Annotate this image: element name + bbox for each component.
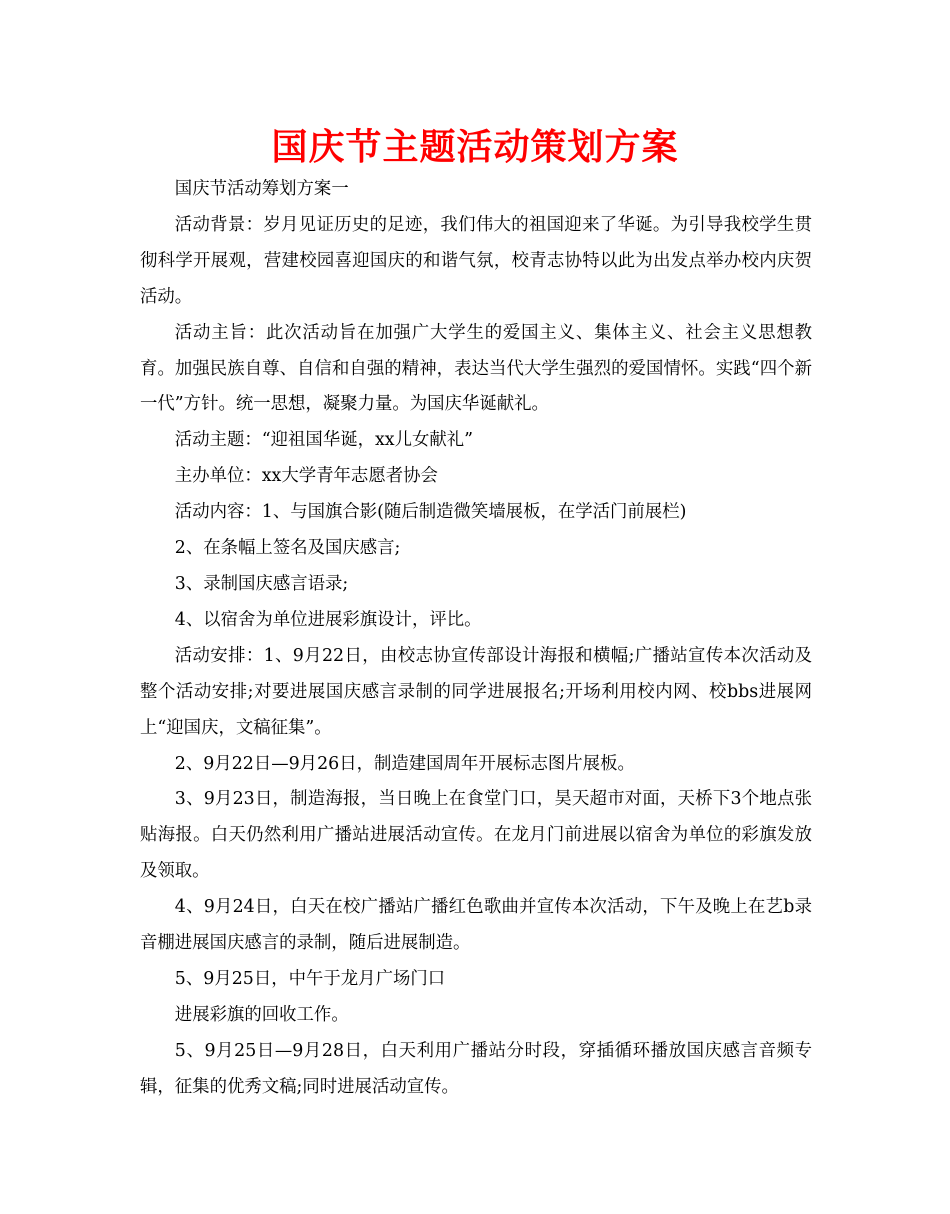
paragraph-schedule-5: 5、9月25日，中午于龙月广场门口: [174, 968, 446, 989]
paragraph-schedule-1: 活动安排：1、9月22日，由校志协宣传部设计海报和横幅;广播站宣传本次活动及整个活动安排;对要进展国庆感言录制的同学进展报名;开场利用校内网、校bbs进展网上“迎国庆，文稿征集”。: [140, 645, 812, 738]
paragraph-theme: 活动主题：“迎祖国华诞，xx儿女献礼”: [174, 430, 474, 451]
paragraph-content-4: 4、以宿舍为单位进展彩旗设计，评比。: [174, 609, 482, 630]
paragraph-content-3: 3、录制国庆感言语录;: [174, 573, 349, 594]
document-body: [140, 172, 812, 1106]
paragraph-purpose: 活动主旨：此次活动旨在加强广大学生的爱国主义、集体主义、社会主义思想教育。加强民族自尊、自信和自强的精神，表达当代大学生强烈的爱国情怀。实践“四个新一代”方针。统一思想，凝聚力量。为国庆华诞献礼。: [140, 322, 812, 415]
paragraph-content: 活动内容：1、与国旗合影(随后制造微笑墙展板，在学活门前展栏): [174, 502, 687, 523]
paragraph-schedule-3: 3、9月23日，制造海报，当日晚上在食堂门口，昊天超市对面，天桥下3个地点张贴海报。白天仍然利用广播站进展活动宣传。在龙月门前进展以宿舍为单位的彩旗发放及领取。: [140, 789, 812, 882]
paragraph-1: 国庆节活动筹划方案一: [174, 179, 349, 199]
paragraph-organizer: 主办单位：xx大学青年志愿者协会: [174, 466, 438, 487]
document-title: 国庆节主题活动策划方案: [271, 127, 679, 168]
paragraph-schedule-2: 2、9月22日—9月26日，制造建国周年开展标志图片展板。: [174, 753, 635, 774]
paragraph-schedule-5-cont: 进展彩旗的回收工作。: [174, 1004, 349, 1025]
paragraph-background: 活动背景：岁月见证历史的足迹，我们伟大的祖国迎来了华诞。为引导我校学生贯彻科学开展观，营建校园喜迎国庆的和谐气氛，校青志协特以此为出发点举办校内庆贺活动。: [140, 214, 812, 307]
paragraph-schedule-4: 4、9月24日，白天在校广播站广播红色歌曲并宣传本次活动，下午及晚上在艺b录音棚进展国庆感言的录制，随后进展制造。: [140, 897, 812, 954]
paragraph-content-2: 2、在条幅上签名及国庆感言;: [174, 538, 401, 559]
paragraph-schedule-6: 5、9月25日—9月28日，白天利用广播站分时段，穿插循环播放国庆感言音频专辑，征集的优秀文稿;同时进展活动宣传。: [140, 1040, 812, 1097]
